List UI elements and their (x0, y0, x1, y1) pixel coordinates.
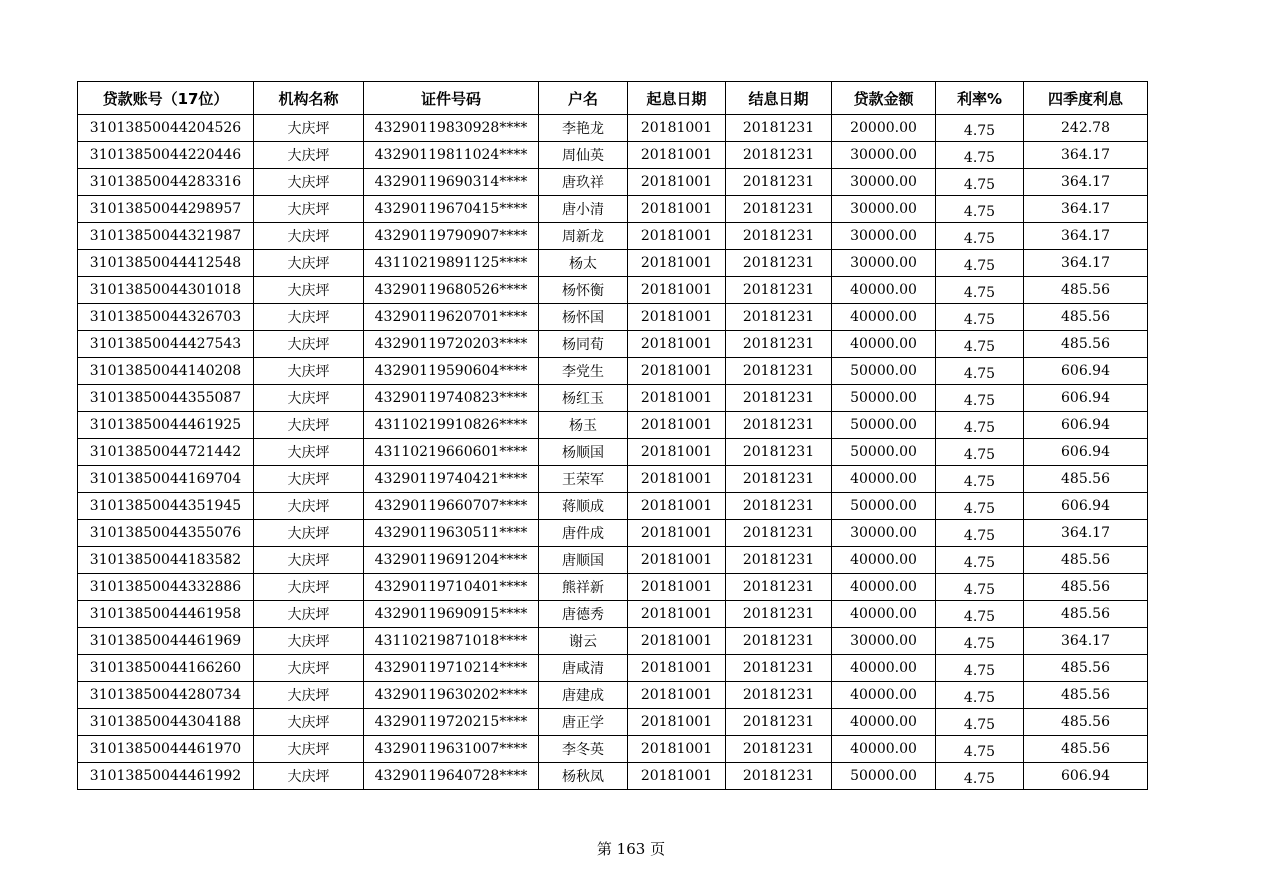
header-q4-interest: 四季度利息 (1024, 82, 1148, 115)
q4-interest-cell: 485.56 (1024, 304, 1148, 331)
start-date-cell: 20181001 (628, 628, 726, 655)
institution-name-cell: 大庆坪 (254, 142, 364, 169)
settlement-date-cell: 20181231 (726, 304, 832, 331)
table-row (78, 250, 1148, 277)
id-number-cell: 43290119690915**** (364, 601, 539, 628)
table-row (78, 196, 1148, 223)
settlement-date-cell: 20181231 (726, 250, 832, 277)
q4-interest-cell: 242.78 (1024, 115, 1148, 142)
institution-name-cell: 大庆坪 (254, 628, 364, 655)
institution-name-cell: 大庆坪 (254, 277, 364, 304)
table-row (78, 331, 1148, 358)
table-row (78, 763, 1148, 790)
institution-name-cell: 大庆坪 (254, 763, 364, 790)
q4-interest-cell: 364.17 (1024, 250, 1148, 277)
interest-rate-cell: 4.75 (936, 493, 1024, 520)
start-date-cell: 20181001 (628, 763, 726, 790)
loan-account-cell: 31013850044304188 (78, 709, 254, 736)
loan-amount-cell: 50000.00 (832, 412, 936, 439)
loan-account-cell: 31013850044280734 (78, 682, 254, 709)
institution-name-cell: 大庆坪 (254, 655, 364, 682)
settlement-date-cell: 20181231 (726, 358, 832, 385)
loan-account-cell: 31013850044461969 (78, 628, 254, 655)
settlement-date-cell: 20181231 (726, 601, 832, 628)
account-holder-cell: 李艳龙 (539, 115, 628, 142)
institution-name-cell: 大庆坪 (254, 250, 364, 277)
loan-account-cell: 31013850044298957 (78, 196, 254, 223)
account-holder-cell: 杨太 (539, 250, 628, 277)
loan-account-cell: 31013850044301018 (78, 277, 254, 304)
start-date-cell: 20181001 (628, 412, 726, 439)
loan-account-cell: 31013850044355076 (78, 520, 254, 547)
settlement-date-cell: 20181231 (726, 682, 832, 709)
interest-rate-cell: 4.75 (936, 412, 1024, 439)
start-date-cell: 20181001 (628, 169, 726, 196)
start-date-cell: 20181001 (628, 601, 726, 628)
table-row (78, 682, 1148, 709)
loan-interest-table-container (77, 81, 1148, 790)
loan-amount-cell: 40000.00 (832, 736, 936, 763)
interest-rate-cell: 4.75 (936, 601, 1024, 628)
start-date-cell: 20181001 (628, 196, 726, 223)
account-holder-cell: 杨玉 (539, 412, 628, 439)
header-institution-name: 机构名称 (254, 82, 364, 115)
account-holder-cell: 谢云 (539, 628, 628, 655)
table-row (78, 736, 1148, 763)
start-date-cell: 20181001 (628, 277, 726, 304)
id-number-cell: 43290119740421**** (364, 466, 539, 493)
table-row (78, 655, 1148, 682)
account-holder-cell: 唐件成 (539, 520, 628, 547)
id-number-cell: 43290119811024**** (364, 142, 539, 169)
q4-interest-cell: 606.94 (1024, 763, 1148, 790)
settlement-date-cell: 20181231 (726, 493, 832, 520)
table-row (78, 304, 1148, 331)
loan-amount-cell: 30000.00 (832, 196, 936, 223)
id-number-cell: 43290119720215**** (364, 709, 539, 736)
q4-interest-cell: 485.56 (1024, 655, 1148, 682)
interest-rate-cell: 4.75 (936, 223, 1024, 250)
loan-account-cell: 31013850044166260 (78, 655, 254, 682)
loan-account-cell: 31013850044204526 (78, 115, 254, 142)
institution-name-cell: 大庆坪 (254, 331, 364, 358)
table-row (78, 628, 1148, 655)
loan-amount-cell: 40000.00 (832, 304, 936, 331)
loan-amount-cell: 30000.00 (832, 169, 936, 196)
loan-amount-cell: 40000.00 (832, 574, 936, 601)
loan-account-cell: 31013850044326703 (78, 304, 254, 331)
start-date-cell: 20181001 (628, 520, 726, 547)
start-date-cell: 20181001 (628, 709, 726, 736)
loan-amount-cell: 40000.00 (832, 331, 936, 358)
q4-interest-cell: 485.56 (1024, 736, 1148, 763)
interest-rate-cell: 4.75 (936, 304, 1024, 331)
q4-interest-cell: 606.94 (1024, 439, 1148, 466)
settlement-date-cell: 20181231 (726, 331, 832, 358)
header-loan-amount: 贷款金额 (832, 82, 936, 115)
settlement-date-cell: 20181231 (726, 196, 832, 223)
settlement-date-cell: 20181231 (726, 466, 832, 493)
start-date-cell: 20181001 (628, 682, 726, 709)
account-holder-cell: 周新龙 (539, 223, 628, 250)
q4-interest-cell: 485.56 (1024, 547, 1148, 574)
q4-interest-cell: 485.56 (1024, 574, 1148, 601)
institution-name-cell: 大庆坪 (254, 169, 364, 196)
institution-name-cell: 大庆坪 (254, 223, 364, 250)
id-number-cell: 43290119640728**** (364, 763, 539, 790)
id-number-cell: 43290119630511**** (364, 520, 539, 547)
table-row (78, 601, 1148, 628)
institution-name-cell: 大庆坪 (254, 304, 364, 331)
institution-name-cell: 大庆坪 (254, 601, 364, 628)
id-number-cell: 43290119710214**** (364, 655, 539, 682)
table-row (78, 439, 1148, 466)
page-number: 第 163 页 (596, 840, 666, 858)
institution-name-cell: 大庆坪 (254, 520, 364, 547)
settlement-date-cell: 20181231 (726, 277, 832, 304)
loan-amount-cell: 40000.00 (832, 709, 936, 736)
interest-rate-cell: 4.75 (936, 763, 1024, 790)
settlement-date-cell: 20181231 (726, 655, 832, 682)
loan-amount-cell: 40000.00 (832, 601, 936, 628)
interest-rate-cell: 4.75 (936, 736, 1024, 763)
q4-interest-cell: 485.56 (1024, 277, 1148, 304)
account-holder-cell: 熊祥新 (539, 574, 628, 601)
loan-amount-cell: 30000.00 (832, 223, 936, 250)
start-date-cell: 20181001 (628, 331, 726, 358)
id-number-cell: 43290119690314**** (364, 169, 539, 196)
institution-name-cell: 大庆坪 (254, 493, 364, 520)
q4-interest-cell: 485.56 (1024, 682, 1148, 709)
loan-amount-cell: 50000.00 (832, 439, 936, 466)
start-date-cell: 20181001 (628, 439, 726, 466)
table-row (78, 574, 1148, 601)
settlement-date-cell: 20181231 (726, 169, 832, 196)
account-holder-cell: 蒋顺成 (539, 493, 628, 520)
id-number-cell: 43290119680526**** (364, 277, 539, 304)
q4-interest-cell: 364.17 (1024, 628, 1148, 655)
table-row (78, 169, 1148, 196)
interest-rate-cell: 4.75 (936, 358, 1024, 385)
q4-interest-cell: 606.94 (1024, 385, 1148, 412)
start-date-cell: 20181001 (628, 547, 726, 574)
loan-amount-cell: 30000.00 (832, 520, 936, 547)
table-row (78, 115, 1148, 142)
institution-name-cell: 大庆坪 (254, 439, 364, 466)
loan-interest-table (77, 81, 1148, 790)
q4-interest-cell: 364.17 (1024, 196, 1148, 223)
account-holder-cell: 杨同荀 (539, 331, 628, 358)
loan-account-cell: 31013850044412548 (78, 250, 254, 277)
account-holder-cell: 李党生 (539, 358, 628, 385)
table-row (78, 466, 1148, 493)
account-holder-cell: 唐德秀 (539, 601, 628, 628)
id-number-cell: 43290119740823**** (364, 385, 539, 412)
q4-interest-cell: 364.17 (1024, 142, 1148, 169)
loan-account-cell: 31013850044351945 (78, 493, 254, 520)
q4-interest-cell: 485.56 (1024, 601, 1148, 628)
table-row (78, 520, 1148, 547)
q4-interest-cell: 485.56 (1024, 709, 1148, 736)
interest-rate-cell: 4.75 (936, 277, 1024, 304)
loan-account-cell: 31013850044321987 (78, 223, 254, 250)
table-row (78, 358, 1148, 385)
account-holder-cell: 杨怀国 (539, 304, 628, 331)
loan-amount-cell: 50000.00 (832, 763, 936, 790)
interest-rate-cell: 4.75 (936, 682, 1024, 709)
table-row (78, 385, 1148, 412)
interest-rate-cell: 4.75 (936, 196, 1024, 223)
table-row (78, 223, 1148, 250)
institution-name-cell: 大庆坪 (254, 682, 364, 709)
account-holder-cell: 唐小清 (539, 196, 628, 223)
q4-interest-cell: 364.17 (1024, 223, 1148, 250)
interest-rate-cell: 4.75 (936, 331, 1024, 358)
q4-interest-cell: 606.94 (1024, 493, 1148, 520)
interest-rate-cell: 4.75 (936, 466, 1024, 493)
settlement-date-cell: 20181231 (726, 412, 832, 439)
interest-rate-cell: 4.75 (936, 142, 1024, 169)
interest-rate-cell: 4.75 (936, 439, 1024, 466)
id-number-cell: 43290119691204**** (364, 547, 539, 574)
interest-rate-cell: 4.75 (936, 709, 1024, 736)
loan-amount-cell: 50000.00 (832, 493, 936, 520)
settlement-date-cell: 20181231 (726, 223, 832, 250)
account-holder-cell: 唐顺国 (539, 547, 628, 574)
loan-amount-cell: 50000.00 (832, 385, 936, 412)
loan-account-cell: 31013850044140208 (78, 358, 254, 385)
id-number-cell: 43110219871018**** (364, 628, 539, 655)
loan-account-cell: 31013850044461958 (78, 601, 254, 628)
account-holder-cell: 杨秋凤 (539, 763, 628, 790)
institution-name-cell: 大庆坪 (254, 385, 364, 412)
start-date-cell: 20181001 (628, 304, 726, 331)
settlement-date-cell: 20181231 (726, 142, 832, 169)
settlement-date-cell: 20181231 (726, 709, 832, 736)
id-number-cell: 43290119710401**** (364, 574, 539, 601)
table-row (78, 493, 1148, 520)
header-settlement-date: 结息日期 (726, 82, 832, 115)
settlement-date-cell: 20181231 (726, 628, 832, 655)
loan-account-cell: 31013850044427543 (78, 331, 254, 358)
id-number-cell: 43290119620701**** (364, 304, 539, 331)
account-holder-cell: 唐玖祥 (539, 169, 628, 196)
institution-name-cell: 大庆坪 (254, 574, 364, 601)
account-holder-cell: 唐建成 (539, 682, 628, 709)
loan-account-cell: 31013850044721442 (78, 439, 254, 466)
header-id-number: 证件号码 (364, 82, 539, 115)
account-holder-cell: 唐咸清 (539, 655, 628, 682)
loan-amount-cell: 20000.00 (832, 115, 936, 142)
id-number-cell: 43290119630202**** (364, 682, 539, 709)
institution-name-cell: 大庆坪 (254, 709, 364, 736)
loan-account-cell: 31013850044332886 (78, 574, 254, 601)
loan-account-cell: 31013850044183582 (78, 547, 254, 574)
loan-account-cell: 31013850044220446 (78, 142, 254, 169)
institution-name-cell: 大庆坪 (254, 466, 364, 493)
settlement-date-cell: 20181231 (726, 547, 832, 574)
start-date-cell: 20181001 (628, 655, 726, 682)
start-date-cell: 20181001 (628, 115, 726, 142)
id-number-cell: 43110219891125**** (364, 250, 539, 277)
loan-amount-cell: 40000.00 (832, 547, 936, 574)
loan-amount-cell: 40000.00 (832, 655, 936, 682)
start-date-cell: 20181001 (628, 250, 726, 277)
loan-amount-cell: 30000.00 (832, 628, 936, 655)
account-holder-cell: 杨顺国 (539, 439, 628, 466)
start-date-cell: 20181001 (628, 358, 726, 385)
settlement-date-cell: 20181231 (726, 520, 832, 547)
q4-interest-cell: 485.56 (1024, 466, 1148, 493)
id-number-cell: 43290119590604**** (364, 358, 539, 385)
loan-amount-cell: 50000.00 (832, 358, 936, 385)
start-date-cell: 20181001 (628, 223, 726, 250)
institution-name-cell: 大庆坪 (254, 736, 364, 763)
loan-amount-cell: 40000.00 (832, 466, 936, 493)
interest-rate-cell: 4.75 (936, 628, 1024, 655)
loan-account-cell: 31013850044169704 (78, 466, 254, 493)
institution-name-cell: 大庆坪 (254, 196, 364, 223)
settlement-date-cell: 20181231 (726, 115, 832, 142)
loan-account-cell: 31013850044283316 (78, 169, 254, 196)
q4-interest-cell: 364.17 (1024, 169, 1148, 196)
loan-amount-cell: 40000.00 (832, 682, 936, 709)
account-holder-cell: 李冬英 (539, 736, 628, 763)
institution-name-cell: 大庆坪 (254, 115, 364, 142)
loan-account-cell: 31013850044461970 (78, 736, 254, 763)
id-number-cell: 43290119631007**** (364, 736, 539, 763)
institution-name-cell: 大庆坪 (254, 358, 364, 385)
start-date-cell: 20181001 (628, 493, 726, 520)
loan-amount-cell: 40000.00 (832, 277, 936, 304)
account-holder-cell: 唐正学 (539, 709, 628, 736)
id-number-cell: 43110219910826**** (364, 412, 539, 439)
table-row (78, 412, 1148, 439)
interest-rate-cell: 4.75 (936, 520, 1024, 547)
q4-interest-cell: 606.94 (1024, 358, 1148, 385)
loan-amount-cell: 30000.00 (832, 250, 936, 277)
header-start-date: 起息日期 (628, 82, 726, 115)
id-number-cell: 43290119790907**** (364, 223, 539, 250)
interest-rate-cell: 4.75 (936, 115, 1024, 142)
table-header-row (78, 82, 1148, 115)
table-row (78, 709, 1148, 736)
id-number-cell: 43290119830928**** (364, 115, 539, 142)
loan-amount-cell: 30000.00 (832, 142, 936, 169)
institution-name-cell: 大庆坪 (254, 547, 364, 574)
interest-rate-cell: 4.75 (936, 655, 1024, 682)
table-row (78, 142, 1148, 169)
start-date-cell: 20181001 (628, 142, 726, 169)
institution-name-cell: 大庆坪 (254, 412, 364, 439)
settlement-date-cell: 20181231 (726, 736, 832, 763)
start-date-cell: 20181001 (628, 736, 726, 763)
table-body (78, 115, 1148, 790)
settlement-date-cell: 20181231 (726, 385, 832, 412)
start-date-cell: 20181001 (628, 385, 726, 412)
settlement-date-cell: 20181231 (726, 439, 832, 466)
id-number-cell: 43290119660707**** (364, 493, 539, 520)
interest-rate-cell: 4.75 (936, 169, 1024, 196)
settlement-date-cell: 20181231 (726, 763, 832, 790)
account-holder-cell: 周仙英 (539, 142, 628, 169)
header-account-holder: 户名 (539, 82, 628, 115)
header-loan-account: 贷款账号（17位） (78, 82, 254, 115)
loan-account-cell: 31013850044461992 (78, 763, 254, 790)
interest-rate-cell: 4.75 (936, 547, 1024, 574)
id-number-cell: 43290119720203**** (364, 331, 539, 358)
q4-interest-cell: 364.17 (1024, 520, 1148, 547)
table-row (78, 547, 1148, 574)
settlement-date-cell: 20181231 (726, 574, 832, 601)
table-row (78, 277, 1148, 304)
account-holder-cell: 王荣军 (539, 466, 628, 493)
start-date-cell: 20181001 (628, 574, 726, 601)
id-number-cell: 43110219660601**** (364, 439, 539, 466)
start-date-cell: 20181001 (628, 466, 726, 493)
interest-rate-cell: 4.75 (936, 385, 1024, 412)
account-holder-cell: 杨怀衡 (539, 277, 628, 304)
interest-rate-cell: 4.75 (936, 574, 1024, 601)
id-number-cell: 43290119670415**** (364, 196, 539, 223)
q4-interest-cell: 606.94 (1024, 412, 1148, 439)
q4-interest-cell: 485.56 (1024, 331, 1148, 358)
account-holder-cell: 杨红玉 (539, 385, 628, 412)
interest-rate-cell: 4.75 (936, 250, 1024, 277)
loan-account-cell: 31013850044355087 (78, 385, 254, 412)
header-interest-rate: 利率% (936, 82, 1024, 115)
loan-account-cell: 31013850044461925 (78, 412, 254, 439)
